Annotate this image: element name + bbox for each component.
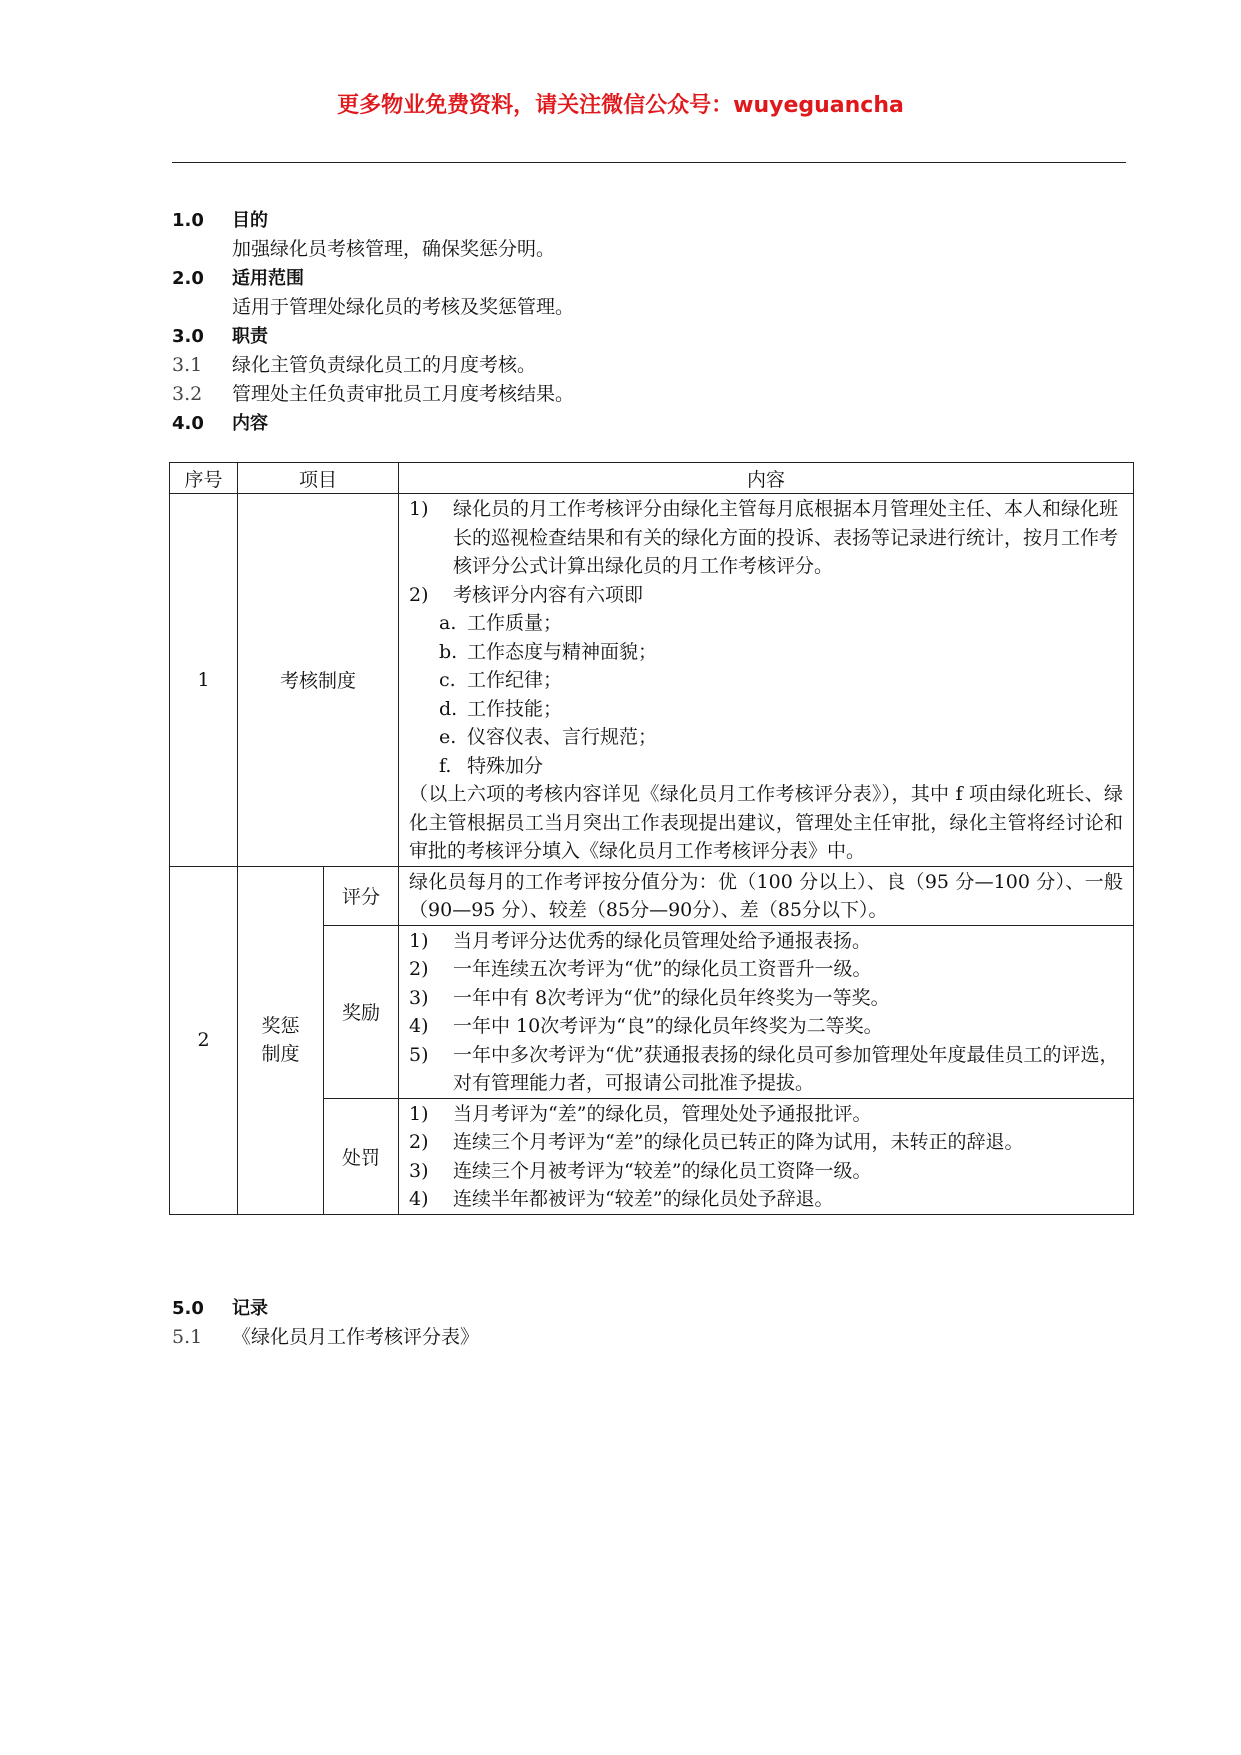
header-no: 序号	[170, 463, 238, 494]
list-item: 1) 当月考评分达优秀的绿化员管理处给予通报表扬。	[409, 929, 872, 952]
section-heading: 2.0 适用范围	[172, 268, 304, 289]
records-section	[172, 1294, 1132, 1352]
list-item: 1) 绿化员的月工作考核评分由绿化主管每月底根据本月管理处主任、本人和绿化班长的巡视检查结果和有关的绿化方面的投诉、表扬等记录进行统计，按月工作考核评分公式计算出绿化员的月工作考核评分。	[409, 498, 1119, 577]
list-item: 5) 一年中多次考评为“优”获通报表扬的绿化员可参加管理处年度最佳员工的评选，对有管理能力者，可报请公司批准予提拔。	[409, 1043, 1119, 1094]
list-item: 3) 一年中有 8次考评为“优”的绿化员年终奖为一等奖。	[409, 986, 890, 1009]
row-content: 绿化员每月的工作考评按分值分为：优（100 分以上）、良（95 分—100 分）、一般（90—95 分）、较差（85分—90分）、差（85分以下）。	[399, 866, 1134, 925]
list-item: a. 工作质量；	[439, 612, 563, 634]
header-content: 内容	[399, 463, 1134, 494]
subsection-item: 3.2 管理处主任负责审批员工月度考核结果。	[172, 383, 575, 405]
table-header-row	[170, 463, 1134, 494]
list-item: 4) 一年中 10次考评为“良”的绿化员年终奖为二等奖。	[409, 1015, 883, 1037]
list-item: 1) 当月考评为“差”的绿化员，管理处处予通报批评。	[409, 1102, 872, 1125]
list-item: 4) 连续半年都被评为“较差”的绿化员处予辞退。	[409, 1188, 834, 1210]
sub-item-penalty: 处罚	[324, 1098, 399, 1214]
assessment-table	[169, 462, 1134, 1215]
promo-banner: 更多物业免费资料，请关注微信公众号：wuyeguancha	[337, 93, 904, 118]
list-item: e. 仪容仪表、言行规范；	[439, 726, 658, 748]
list-item: d. 工作技能；	[439, 697, 563, 720]
list-item: f. 特殊加分	[439, 754, 544, 777]
section-text: 加强绿化员考核管理，确保奖惩分明。	[232, 238, 556, 260]
row-content	[399, 494, 1134, 867]
subsection-item: 5.1 《绿化员月工作考核评分表》	[172, 1326, 480, 1348]
row-item: 奖惩 制度	[238, 866, 324, 1214]
sub-item-reward: 奖励	[324, 925, 399, 1098]
assessment-note: （以上六项的考核内容详见《绿化员月工作考核评分表》），其中 f 项由绿化班长、绿化主管根据员工当月突出工作表现提出建议，管理处主任审批，绿化主管将经讨论和审批的考核评分填入《绿化员月工作考核评分表》中。	[409, 783, 1124, 862]
row-content	[399, 925, 1134, 1098]
subsection-item: 3.1 绿化主管负责绿化员工的月度考核。	[172, 354, 537, 376]
list-item: 2) 连续三个月考评为“差”的绿化员已转正的降为试用，未转正的辞退。	[409, 1131, 1024, 1153]
list-item: 2) 一年连续五次考评为“优”的绿化员工资晋升一级。	[409, 958, 872, 980]
section-text: 适用于管理处绿化员的考核及奖惩管理。	[232, 296, 575, 318]
row-content	[399, 1098, 1134, 1214]
list-item: 2) 考核评分内容有六项即	[409, 583, 644, 606]
row-no: 2	[170, 866, 238, 1214]
list-item: b. 工作态度与精神面貌；	[439, 640, 658, 663]
row-no: 1	[170, 494, 238, 867]
section-heading: 3.0 职责	[172, 326, 268, 347]
header-item: 项目	[238, 463, 399, 494]
list-item: c. 工作纪律；	[439, 669, 563, 691]
table-row	[170, 494, 1134, 867]
section-heading: 1.0 目的	[172, 210, 268, 231]
sub-item-scoring: 评分	[324, 866, 399, 925]
table-row	[170, 866, 1134, 925]
section-heading: 4.0 内容	[172, 413, 268, 434]
header-divider	[172, 162, 1126, 163]
row-item: 考核制度	[238, 494, 399, 867]
list-item: 3) 连续三个月被考评为“较差”的绿化员工资降一级。	[409, 1159, 872, 1182]
document-body	[172, 206, 1132, 438]
section-heading: 5.0 记录	[172, 1298, 268, 1319]
